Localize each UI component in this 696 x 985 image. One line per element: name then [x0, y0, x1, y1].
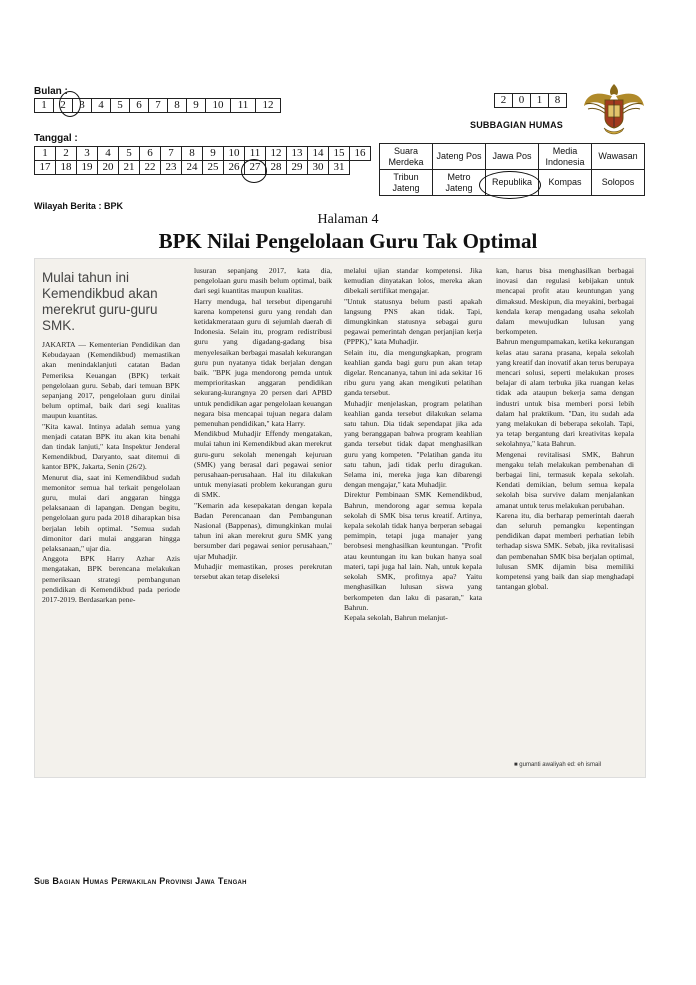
grid-cell: 5 [119, 147, 140, 161]
grid-cell: Jateng Pos [433, 144, 486, 170]
grid-cell: 8 [168, 99, 187, 113]
grid-cell: 12 [266, 147, 287, 161]
grid-cell: 21 [119, 161, 140, 175]
article-column-2: lusuran sepanjang 2017, kata dia, pengelolaan guru masih belum optimal, baik dari segi kuantitas maupun kualitas. Harry menduga, hal tersebut dipengaruhi karena kompetensi guru yang rendah dan ketidakmerataan guru di sejumlah daerah di Indonesia. Selain itu, program redistribusi guru yang digadang-gadang bisa menyelesaikan berbagai masalah kekurangan guru pun nyatanya tidak berjalan dengan baik. "BPK juga mendorong pemda untuk memprioritaskan anggaran pendidikan sekurang-kurangnya 20 persen dari APBD untuk pendidikan agar pengelolaan keuangan negara bisa mencapai tujuan negara dalam pemenuhan pendidikan," kata Harry. Mendikbud Muhadjir Effendy mengatakan, mulai tahun ini Kemendikbud akan merekrut guru-guru sekolah menengah kejuruan (SMK) yang berasal dari pegawai senior perusahaan-perusahaan. Hal itu dilakukan untuk menyiasati problem kekurangan guru di SMK. "Kemarin ada kesepakatan dengan kepala Badan Perencanaan dan Pembangunan Nasional (Bappenas), dimungkinkan mulai tahun ini akan merekrut guru SMK yang bersumber dari pegawai senior perusahaan," ujar Muhadjir. Muhadjir memastikan, proses perekrutan tersebut akan tetap diseleksi [194, 266, 332, 582]
year-grid [494, 93, 567, 108]
grid-cell: 8 [182, 147, 203, 161]
grid-cell: Suara Merdeka [380, 144, 433, 170]
newspaper-clipping [34, 258, 646, 778]
grid-cell: 3 [73, 99, 92, 113]
grid-cell: 9 [187, 99, 206, 113]
headline: BPK Nilai Pengelolaan Guru Tak Optimal [158, 229, 538, 253]
grid-cell: Tribun Jateng [380, 170, 433, 196]
article-credit: ■ gumanti awaliyah ed: eh ismail [514, 762, 601, 768]
grid-cell: Kompas [539, 170, 592, 196]
grid-cell: 22 [140, 161, 161, 175]
media-grid [379, 143, 645, 196]
grid-cell: 0 [513, 94, 531, 108]
grid-cell: 30 [308, 161, 329, 175]
grid-cell: 3 [77, 147, 98, 161]
grid-cell: 10 [206, 99, 231, 113]
grid-cell: 15 [329, 147, 350, 161]
article-column-1: JAKARTA — Kementerian Pendidikan dan Kebudayaan (Kemendikbud) memastikan akan menindaklanjuti catatan Badan Pemeriksa Keuangan (BPK) terkait pengelolaan guru. Sebab, dari temuan BPK sepanjang 2017, pengelolaan guru dinilai belum optimal, baik dari segi kualitas maupun kuantitas. "Kita kawal. Intinya adalah semua yang menjadi catatan BPK itu akan kita benahi dan tindak lanjuti," kata Inspektur Jenderal Kemendikbud, Daryanto, saat ditemui di kantor BPK, Jakarta, Senin (26/2). Menurut dia, saat ini Kemendikbud sudah memonitor semua hal terkait pengelolaan guru, mulai dari anggaran hingga pelaksanaan di lapangan. Dengan begitu, pengelolaan guru pada 2018 diharapkan bisa berjalan lebih optimal. "Semua sudah dimonitor dari mulai anggaran hingga pelaksanaan," ujar dia. Anggota BPK Harry Azhar Azis mengatakan, BPK berencana melakukan pemeriksaan strategi pembangunan pendidikan di Kemendikbud pada periode 2017-2019. Berdasarkan pene- [42, 340, 180, 605]
grid-cell: 28 [266, 161, 287, 175]
grid-cell: 27 [245, 161, 266, 175]
grid-cell: 17 [35, 161, 56, 175]
month-grid [34, 98, 281, 113]
article-column-3: melalui ujian standar kompetensi. Jika kemudian dinyatakan lolos, mereka akan dibekali sertifikat mengajar. "Untuk statusnya belum pasti apakah langsung PNS akan tidak. Tapi, dimungkinkan statusnya sebagai guru pegawai pemerintah dengan perjanjian kerja (PPPK)," kata Muhadjir. Selain itu, dia mengungkapkan, program keahlian ganda bagi guru pun akan tetap digelar. Rencananya, tahun ini ada sekitar 16 ribu guru yang akan mengikuti pelatihan ganda tersebut. Muhadjir menjelaskan, program pelatihan keahlian ganda tersebut dilakukan selama satu tahun. Dia tidak sependapat jika ada yang beranggapan bahwa program keahlian ganda tersebut tidak dapat menghasilkan guru yang kompeten. "Pelatihan ganda itu satu tahun, jadi tidak perlu diragukan. Selama ini, mereka juga kan dibarengi dengan mengajar," kata Muhadjir. Direktur Pembinaan SMK Kemendikbud, Bahrun, mendorong agar semua kepala sekolah di SMK bisa terus kreatif. Artinya, kepala sekolah tidak hanya berperan sebagai pemimpin, tetapi juga manajer yang berobsesi menghasilkan keuntungan. "Profit atau keuntungan itu kan bukan hanya soal materi, tapi juga hal lain. Nah, untuk kepala sekolah SMK, profitnya apa? Yaitu menghasilkan lulusan siswa yang berkompeten dan laku di pasaran," kata Bahrun. Kepala sekolah, Bahrun melanjut- [344, 266, 482, 622]
grid-cell: 9 [203, 147, 224, 161]
bulan-label: Bulan : [34, 86, 68, 97]
grid-cell: 6 [130, 99, 149, 113]
grid-cell: 24 [182, 161, 203, 175]
grid-cell: 2 [495, 94, 513, 108]
grid-cell: 25 [203, 161, 224, 175]
grid-cell: 1 [35, 99, 54, 113]
grid-cell: 1 [35, 147, 56, 161]
article-lede: Mulai tahun ini Kemendikbud akan merekrut guru-guru SMK. [42, 270, 158, 333]
grid-cell: 18 [56, 161, 77, 175]
grid-cell: 13 [287, 147, 308, 161]
footer-office: Sub Bagian Humas Perwakilan Provinsi Jawa Tengah [34, 876, 247, 886]
article-column-4: kan, harus bisa menghasilkan berbagai inovasi dan regulasi kebijakan untuk mencapai profit atau keuntungan yang dimaksud. Meskipun, dia meyakini, berbagai kendala kerap mengadang usaha sekolah dalam mewujudkan lulusan yang berkompeten. Bahrun mengumpamakan, ketika kekurangan kelas atau sarana prasana, kepala sekolah yang kreatif dan inovatif akan terus berupaya mencari solusi, seperti melakukan proses belajar di alam terbuka jika ruangan kelas tidak ada ataupun bekerja sama dengan industri untuk bisa memberi porsi lebih dalam hal praktikum. "Dan, itu sudah ada yang melakukan di beberapa sekolah. Tapi, ya tetap bergantung dari kreativitas kepala sekolahnya," kata Bahrun. Mengenai revitalisasi SMK, Bahrun mengaku telah melakukan pembenahan di berbagai lini, termasuk kepala sekolah. Kendati demikian, belum semua kepala sekolah bisa survive dalam menjalankan amanat untuk terus melakukan perubahan. Karena itu, dia berharap pemerintah daerah dan seluruh pemangku kepentingan pendidikan dapat memberi perhatian lebih terhadap siswa SMK. Sebab, jika revitalisasi dan pembenahan SMK bisa berjalan optimal, lulusan SMK dijamin bisa memiliki kompetensi yang baik dan siap menghadapi tantangan global. [496, 266, 634, 592]
grid-cell: 7 [161, 147, 182, 161]
grid-cell: 4 [98, 147, 119, 161]
grid-cell: 4 [92, 99, 111, 113]
date-grid [34, 146, 371, 175]
grid-cell: 31 [329, 161, 350, 175]
grid-cell: 8 [549, 94, 567, 108]
grid-cell: 1 [531, 94, 549, 108]
grid-cell: 5 [111, 99, 130, 113]
garuda-emblem-icon [582, 80, 646, 136]
grid-cell: 7 [149, 99, 168, 113]
grid-cell: Republika [486, 170, 539, 196]
grid-cell: 14 [308, 147, 329, 161]
grid-cell: 11 [245, 147, 266, 161]
tanggal-label: Tanggal : [34, 133, 78, 144]
grid-cell: Wawasan [592, 144, 645, 170]
wilayah-berita: Wilayah Berita : BPK [34, 201, 123, 211]
grid-cell: 19 [77, 161, 98, 175]
grid-cell: Metro Jateng [433, 170, 486, 196]
grid-cell: 2 [54, 99, 73, 113]
grid-cell: 2 [56, 147, 77, 161]
grid-cell: 26 [224, 161, 245, 175]
grid-cell: Jawa Pos [486, 144, 539, 170]
grid-cell: Media Indonesia [539, 144, 592, 170]
grid-cell: Solopos [592, 170, 645, 196]
grid-cell: 23 [161, 161, 182, 175]
subbagian-humas: SUBBAGIAN HUMAS [470, 120, 563, 130]
grid-cell: 12 [256, 99, 281, 113]
grid-cell: 29 [287, 161, 308, 175]
grid-cell: 10 [224, 147, 245, 161]
page-number: Halaman 4 [317, 212, 379, 227]
grid-cell: 16 [350, 147, 371, 161]
grid-cell: 6 [140, 147, 161, 161]
grid-cell: 11 [231, 99, 256, 113]
grid-cell: 20 [98, 161, 119, 175]
